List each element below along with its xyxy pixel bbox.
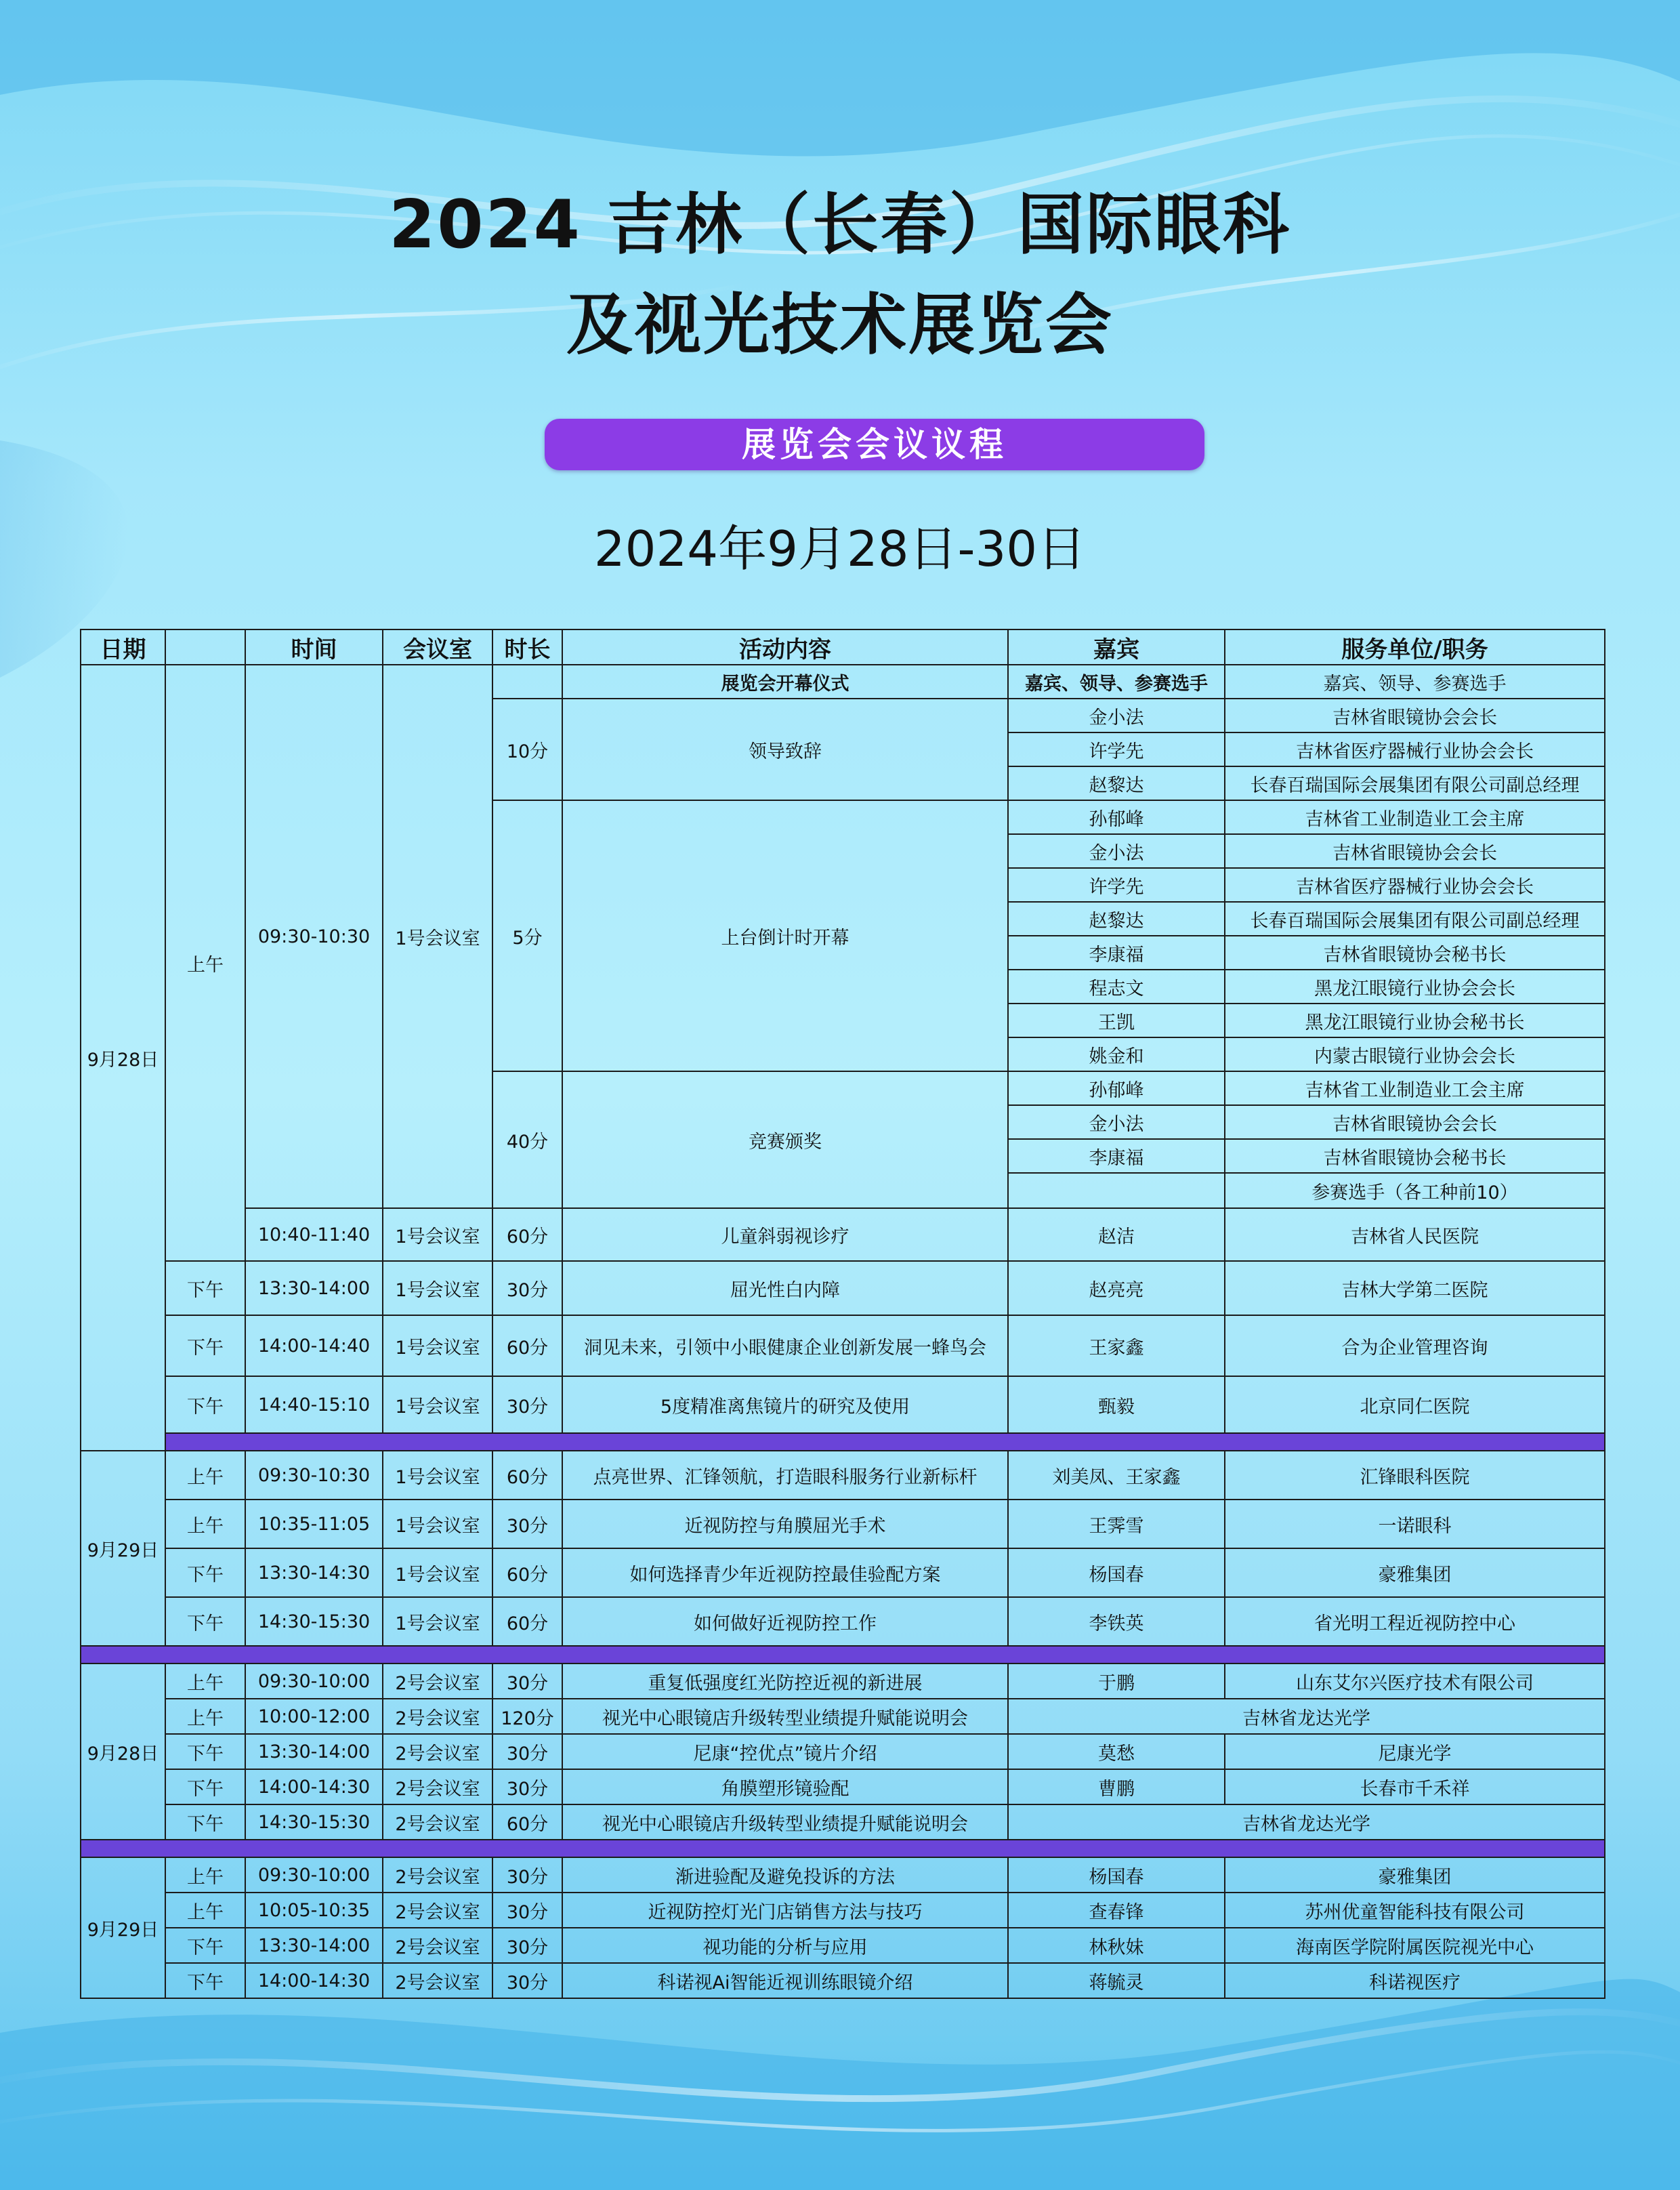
period-cell: 下午 — [165, 1597, 245, 1646]
org-cell: 吉林省眼镜协会秘书长 — [1225, 936, 1605, 970]
org-cell: 内蒙古眼镜行业协会会长 — [1225, 1037, 1605, 1071]
period-cell: 下午 — [165, 1963, 245, 1998]
guest-cell: 孙郁峰 — [1008, 800, 1225, 834]
room-cell: 1号会议室 — [383, 1261, 492, 1315]
guest-cell: 刘美凤、王家鑫 — [1008, 1451, 1225, 1500]
duration-cell: 10分 — [492, 699, 562, 800]
section-divider-bar — [81, 1840, 1605, 1857]
room-cell: 2号会议室 — [383, 1857, 492, 1893]
org-cell: 嘉宾、领导、参赛选手 — [1225, 665, 1605, 699]
period-cell: 下午 — [165, 1769, 245, 1804]
room-cell: 1号会议室 — [383, 1548, 492, 1597]
guest-cell: 曹鹏 — [1008, 1769, 1225, 1804]
period-cell: 下午 — [165, 1928, 245, 1963]
guest-cell: 赵黎达 — [1008, 902, 1225, 936]
guest-cell: 赵亮亮 — [1008, 1261, 1225, 1315]
date-cell: 9月29日 — [81, 1857, 165, 1998]
org-cell: 尼康光学 — [1225, 1734, 1605, 1769]
org-cell: 吉林省工业制造业工会主席 — [1225, 800, 1605, 834]
table-row — [81, 1208, 1605, 1261]
duration-cell: 30分 — [492, 1857, 562, 1893]
org-cell: 北京同仁医院 — [1225, 1376, 1605, 1433]
period-cell: 下午 — [165, 1315, 245, 1376]
content-cell: 领导致辞 — [562, 699, 1008, 800]
section-divider — [81, 1840, 1605, 1857]
content-cell: 竞赛颁奖 — [562, 1071, 1008, 1208]
guest-cell: 莫愁 — [1008, 1734, 1225, 1769]
table-row — [81, 1804, 1605, 1840]
table-row — [81, 1376, 1605, 1433]
org-cell: 豪雅集团 — [1225, 1857, 1605, 1893]
section-divider — [81, 1646, 1605, 1664]
org-cell: 豪雅集团 — [1225, 1548, 1605, 1597]
org-cell: 长春百瑞国际会展集团有限公司副总经理 — [1225, 766, 1605, 800]
org-cell: 吉林省医疗器械行业协会会长 — [1225, 732, 1605, 766]
table-row — [81, 1597, 1605, 1646]
time-cell: 09:30-10:30 — [245, 665, 383, 1208]
content-cell: 角膜塑形镜验配 — [562, 1769, 1008, 1804]
content-cell: 如何选择青少年近视防控最佳验配方案 — [562, 1548, 1008, 1597]
room-cell: 1号会议室 — [383, 1451, 492, 1500]
guest-cell: 赵黎达 — [1008, 766, 1225, 800]
date-cell: 9月29日 — [81, 1451, 165, 1646]
time-cell: 14:40-15:10 — [245, 1376, 383, 1433]
duration-cell: 30分 — [492, 1734, 562, 1769]
table-row — [81, 665, 1605, 699]
org-cell: 吉林省眼镜协会会长 — [1225, 1105, 1605, 1139]
date-range: 2024年9月28日-30日 — [593, 520, 1087, 577]
table-row — [81, 1699, 1605, 1734]
period-cell: 下午 — [165, 1376, 245, 1433]
duration-cell: 30分 — [492, 1928, 562, 1963]
period-cell: 下午 — [165, 1734, 245, 1769]
header-guest: 嘉宾 — [1008, 629, 1225, 665]
content-cell: 洞见未来，引领中小眼健康企业创新发展一蜂鸟会 — [562, 1315, 1008, 1376]
guest-cell: 于鹏 — [1008, 1664, 1225, 1699]
org-cell: 苏州优童智能科技有限公司 — [1225, 1893, 1605, 1928]
time-cell: 10:05-10:35 — [245, 1893, 383, 1928]
duration-cell: 30分 — [492, 1664, 562, 1699]
content-cell: 渐进验配及避免投诉的方法 — [562, 1857, 1008, 1893]
period-cell: 上午 — [165, 1664, 245, 1699]
duration-cell: 5分 — [492, 800, 562, 1071]
guest-cell: 李康福 — [1008, 936, 1225, 970]
time-cell: 14:00-14:30 — [245, 1963, 383, 1998]
room-cell: 2号会议室 — [383, 1804, 492, 1840]
agenda-table — [80, 629, 1605, 1999]
duration-cell: 60分 — [492, 1315, 562, 1376]
guest-cell: 王凯 — [1008, 1004, 1225, 1037]
guest-cell — [1008, 1173, 1225, 1208]
time-cell: 14:00-14:40 — [245, 1315, 383, 1376]
content-cell: 视功能的分析与应用 — [562, 1928, 1008, 1963]
merged-guest-org-cell: 吉林省龙达光学 — [1008, 1699, 1605, 1734]
time-cell: 09:30-10:00 — [245, 1857, 383, 1893]
org-cell: 黑龙江眼镜行业协会会长 — [1225, 970, 1605, 1004]
room-cell: 2号会议室 — [383, 1699, 492, 1734]
guest-cell: 许学先 — [1008, 732, 1225, 766]
guest-cell: 赵洁 — [1008, 1208, 1225, 1261]
room-cell: 1号会议室 — [383, 1208, 492, 1261]
guest-cell: 金小法 — [1008, 1105, 1225, 1139]
guest-cell: 林秋妹 — [1008, 1928, 1225, 1963]
guest-cell: 杨国春 — [1008, 1548, 1225, 1597]
duration-cell: 120分 — [492, 1699, 562, 1734]
time-cell: 14:30-15:30 — [245, 1597, 383, 1646]
duration-cell: 30分 — [492, 1769, 562, 1804]
table-row — [81, 1857, 1605, 1893]
guest-cell: 金小法 — [1008, 834, 1225, 868]
guest-cell: 蒋毓灵 — [1008, 1963, 1225, 1998]
header-row — [81, 629, 1605, 665]
room-cell: 1号会议室 — [383, 1597, 492, 1646]
header-date: 日期 — [81, 629, 165, 665]
org-cell: 汇锋眼科医院 — [1225, 1451, 1605, 1500]
org-cell: 吉林省医疗器械行业协会会长 — [1225, 868, 1605, 902]
poster-title-line1: 2024 吉林（长春）国际眼科 — [389, 186, 1291, 264]
time-cell: 10:35-11:05 — [245, 1500, 383, 1548]
time-cell: 13:30-14:00 — [245, 1734, 383, 1769]
agenda-badge: 展览会会议议程 — [545, 419, 1204, 470]
section-divider-bar — [81, 1646, 1605, 1664]
date-cell: 9月28日 — [81, 1664, 165, 1840]
content-cell: 重复低强度红光防控近视的新进展 — [562, 1664, 1008, 1699]
table-row — [81, 1769, 1605, 1804]
table-row — [81, 1315, 1605, 1376]
guest-cell: 杨国春 — [1008, 1857, 1225, 1893]
duration-cell: 60分 — [492, 1208, 562, 1261]
guest-cell: 许学先 — [1008, 868, 1225, 902]
org-cell: 山东艾尔兴医疗技术有限公司 — [1225, 1664, 1605, 1699]
room-cell: 1号会议室 — [383, 1376, 492, 1433]
room-cell: 2号会议室 — [383, 1928, 492, 1963]
room-cell: 2号会议室 — [383, 1769, 492, 1804]
duration-cell: 60分 — [492, 1597, 562, 1646]
time-cell: 13:30-14:30 — [245, 1548, 383, 1597]
org-cell: 吉林省眼镜协会秘书长 — [1225, 1139, 1605, 1173]
content-cell: 科诺视Ai智能近视训练眼镜介绍 — [562, 1963, 1008, 1998]
table-row — [81, 1928, 1605, 1963]
content-cell: 近视防控与角膜屈光手术 — [562, 1500, 1008, 1548]
duration-cell — [492, 665, 562, 699]
content-cell: 上台倒计时开幕 — [562, 800, 1008, 1071]
duration-cell: 60分 — [492, 1451, 562, 1500]
header-time: 时间 — [245, 629, 383, 665]
time-cell: 10:40-11:40 — [245, 1208, 383, 1261]
guest-cell: 姚金和 — [1008, 1037, 1225, 1071]
header-period — [165, 629, 245, 665]
duration-cell: 60分 — [492, 1804, 562, 1840]
period-cell: 上午 — [165, 1451, 245, 1500]
table-row — [81, 1893, 1605, 1928]
poster-title-line2: 及视光技术展览会 — [566, 287, 1114, 364]
room-cell: 2号会议室 — [383, 1734, 492, 1769]
table-row — [81, 1548, 1605, 1597]
content-cell: 近视防控灯光门店销售方法与技巧 — [562, 1893, 1008, 1928]
table-row — [81, 1963, 1605, 1998]
period-cell: 上午 — [165, 1699, 245, 1734]
duration-cell: 30分 — [492, 1376, 562, 1433]
content-cell: 如何做好近视防控工作 — [562, 1597, 1008, 1646]
guest-cell: 孙郁峰 — [1008, 1071, 1225, 1105]
org-cell: 黑龙江眼镜行业协会秘书长 — [1225, 1004, 1605, 1037]
time-cell: 14:30-15:30 — [245, 1804, 383, 1840]
org-cell: 吉林大学第二医院 — [1225, 1261, 1605, 1315]
org-cell: 合为企业管理咨询 — [1225, 1315, 1605, 1376]
time-cell: 09:30-10:30 — [245, 1451, 383, 1500]
duration-cell: 30分 — [492, 1963, 562, 1998]
duration-cell: 30分 — [492, 1261, 562, 1315]
org-cell: 省光明工程近视防控中心 — [1225, 1597, 1605, 1646]
duration-cell: 60分 — [492, 1548, 562, 1597]
org-cell: 参赛选手（各工种前10） — [1225, 1173, 1605, 1208]
content-cell: 展览会开幕仪式 — [562, 665, 1008, 699]
room-cell: 2号会议室 — [383, 1664, 492, 1699]
content-cell: 儿童斜弱视诊疗 — [562, 1208, 1008, 1261]
header-content: 活动内容 — [562, 629, 1008, 665]
table-row — [81, 1734, 1605, 1769]
org-cell: 长春市千禾祥 — [1225, 1769, 1605, 1804]
guest-cell: 甄毅 — [1008, 1376, 1225, 1433]
period-cell: 上午 — [165, 1857, 245, 1893]
table-row — [81, 1500, 1605, 1548]
room-cell: 1号会议室 — [383, 1500, 492, 1548]
header-org: 服务单位/职务 — [1225, 629, 1605, 665]
time-cell: 13:30-14:00 — [245, 1261, 383, 1315]
guest-cell: 查春锋 — [1008, 1893, 1225, 1928]
content-cell: 屈光性白内障 — [562, 1261, 1008, 1315]
time-cell: 13:30-14:00 — [245, 1928, 383, 1963]
table-row — [81, 1664, 1605, 1699]
org-cell: 吉林省眼镜协会会长 — [1225, 699, 1605, 732]
guest-cell: 金小法 — [1008, 699, 1225, 732]
period-cell: 下午 — [165, 1261, 245, 1315]
duration-cell: 40分 — [492, 1071, 562, 1208]
time-cell: 14:00-14:30 — [245, 1769, 383, 1804]
content-cell: 尼康“控优点”镜片介绍 — [562, 1734, 1008, 1769]
org-cell: 长春百瑞国际会展集团有限公司副总经理 — [1225, 902, 1605, 936]
guest-cell: 李康福 — [1008, 1139, 1225, 1173]
period-cell: 下午 — [165, 1804, 245, 1840]
content-cell: 视光中心眼镜店升级转型业绩提升赋能说明会 — [562, 1804, 1008, 1840]
section-divider-bar — [165, 1433, 1605, 1451]
time-cell: 09:30-10:00 — [245, 1664, 383, 1699]
header-room: 会议室 — [383, 629, 492, 665]
duration-cell: 30分 — [492, 1500, 562, 1548]
table-row — [81, 1261, 1605, 1315]
merged-guest-org-cell: 吉林省龙达光学 — [1008, 1804, 1605, 1840]
room-cell: 2号会议室 — [383, 1963, 492, 1998]
org-cell: 海南医学院附属医院视光中心 — [1225, 1928, 1605, 1963]
content-cell: 5度精准离焦镜片的研究及使用 — [562, 1376, 1008, 1433]
table-row — [81, 1451, 1605, 1500]
period-cell: 上午 — [165, 665, 245, 1261]
room-cell: 2号会议室 — [383, 1893, 492, 1928]
guest-cell: 王家鑫 — [1008, 1315, 1225, 1376]
period-cell: 下午 — [165, 1548, 245, 1597]
header-duration: 时长 — [492, 629, 562, 665]
org-cell: 吉林省人民医院 — [1225, 1208, 1605, 1261]
duration-cell: 30分 — [492, 1893, 562, 1928]
guest-cell: 嘉宾、领导、参赛选手 — [1008, 665, 1225, 699]
guest-cell: 李铁英 — [1008, 1597, 1225, 1646]
period-cell: 上午 — [165, 1893, 245, 1928]
room-cell: 1号会议室 — [383, 665, 492, 1208]
org-cell: 科诺视医疗 — [1225, 1963, 1605, 1998]
org-cell: 吉林省眼镜协会会长 — [1225, 834, 1605, 868]
time-cell: 10:00-12:00 — [245, 1699, 383, 1734]
guest-cell: 王霁雪 — [1008, 1500, 1225, 1548]
content-cell: 点亮世界、汇锋领航，打造眼科服务行业新标杆 — [562, 1451, 1008, 1500]
org-cell: 吉林省工业制造业工会主席 — [1225, 1071, 1605, 1105]
content-cell: 视光中心眼镜店升级转型业绩提升赋能说明会 — [562, 1699, 1008, 1734]
org-cell: 一诺眼科 — [1225, 1500, 1605, 1548]
room-cell: 1号会议室 — [383, 1315, 492, 1376]
section-divider — [81, 1433, 1605, 1451]
date-cell: 9月28日 — [81, 665, 165, 1451]
guest-cell: 程志文 — [1008, 970, 1225, 1004]
period-cell: 上午 — [165, 1500, 245, 1548]
